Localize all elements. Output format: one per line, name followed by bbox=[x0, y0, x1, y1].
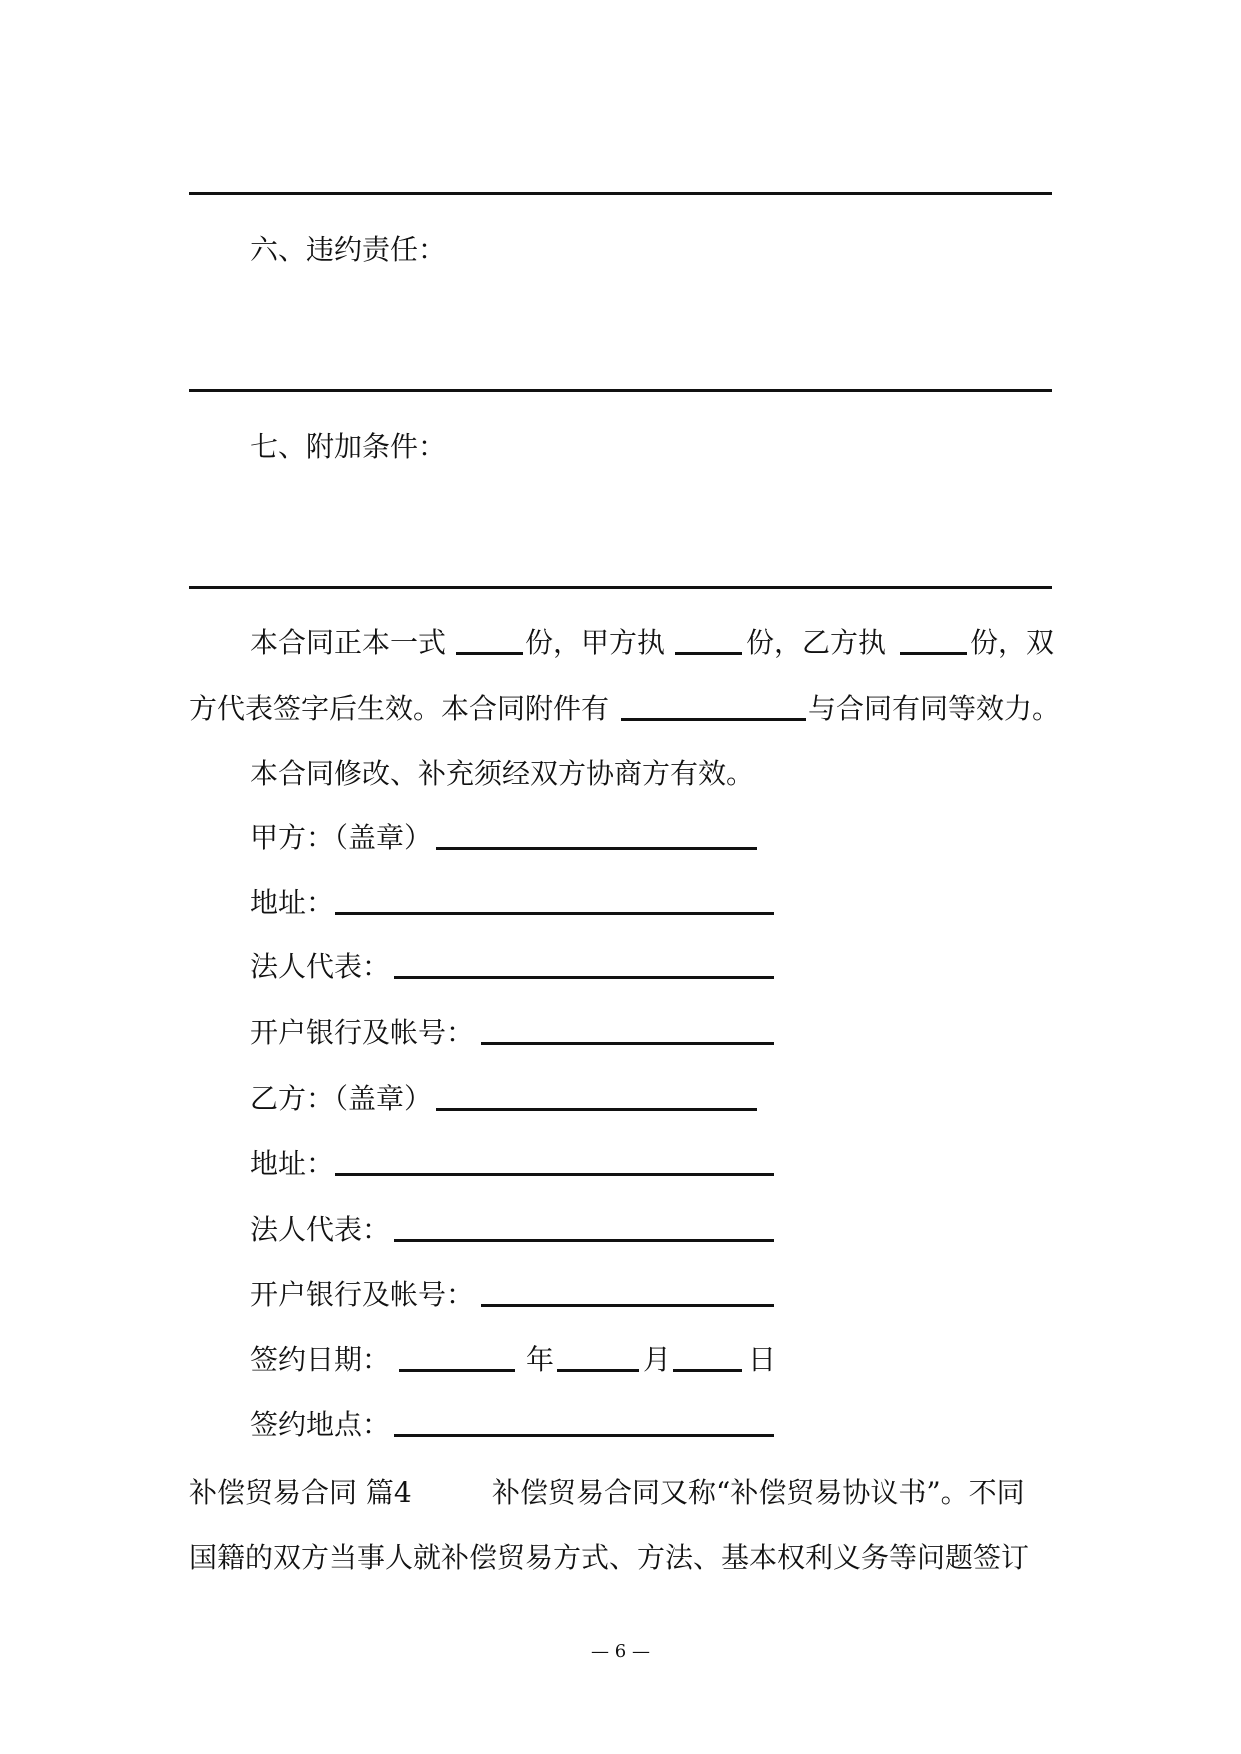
copies-text: 份，双 bbox=[970, 626, 1055, 659]
fill-in-rule-line bbox=[189, 192, 1052, 195]
next-section-first-line bbox=[0, 1473, 1241, 1513]
section-6-title: 六、违约责任： bbox=[250, 233, 447, 266]
blank-field bbox=[436, 847, 757, 850]
blank-field bbox=[621, 718, 806, 721]
blank-field bbox=[456, 652, 523, 655]
party-b-bank-line bbox=[0, 1275, 1241, 1315]
section-heading-breach-liability bbox=[0, 230, 1241, 270]
blank-field bbox=[900, 652, 967, 655]
address-label: 地址： bbox=[250, 886, 335, 919]
party-b-address-line bbox=[0, 1144, 1241, 1184]
signing-date-label: 签约日期： bbox=[250, 1343, 391, 1376]
party-a-representative-line bbox=[0, 947, 1241, 987]
day-label: 日 bbox=[748, 1343, 777, 1376]
legal-representative-label: 法人代表： bbox=[250, 1213, 391, 1246]
blank-field bbox=[675, 652, 742, 655]
effect-clause-line bbox=[0, 689, 1241, 729]
party-a-bank-line bbox=[0, 1013, 1241, 1053]
bank-account-label: 开户银行及帐号： bbox=[250, 1278, 475, 1311]
blank-field bbox=[335, 1173, 774, 1176]
year-label: 年 bbox=[526, 1343, 555, 1376]
address-label: 地址： bbox=[250, 1147, 335, 1180]
blank-field bbox=[335, 912, 774, 915]
section-heading-additional-terms bbox=[0, 427, 1241, 467]
blank-field bbox=[399, 1369, 515, 1372]
blank-field bbox=[481, 1042, 774, 1045]
signing-place-label: 签约地点： bbox=[250, 1408, 391, 1441]
blank-field bbox=[394, 1239, 774, 1242]
copies-text: 份，乙方执 bbox=[746, 626, 887, 659]
section-7-title: 七、附加条件： bbox=[250, 430, 447, 463]
next-section-second-line bbox=[0, 1538, 1241, 1578]
signing-date-line bbox=[0, 1340, 1241, 1380]
amendment-clause-line bbox=[0, 754, 1241, 794]
month-label: 月 bbox=[643, 1343, 672, 1376]
next-section-text: 国籍的双方当事人就补偿贸易方式、方法、基本权利义务等问题签订 bbox=[189, 1541, 1030, 1574]
blank-field bbox=[436, 1108, 757, 1111]
bank-account-label: 开户银行及帐号： bbox=[250, 1016, 475, 1049]
effect-text: 与合同有同等效力。 bbox=[808, 692, 1061, 725]
effect-text: 方代表签字后生效。本合同附件有 bbox=[189, 692, 610, 725]
amendment-text: 本合同修改、补充须经双方协商方有效。 bbox=[250, 757, 755, 790]
copies-clause-line bbox=[0, 623, 1241, 663]
fill-in-rule-line bbox=[189, 586, 1052, 589]
signing-place-line bbox=[0, 1405, 1241, 1445]
legal-representative-label: 法人代表： bbox=[250, 950, 391, 983]
blank-field bbox=[557, 1369, 639, 1372]
blank-field bbox=[481, 1304, 774, 1307]
party-a-address-line bbox=[0, 883, 1241, 923]
blank-field bbox=[673, 1369, 742, 1372]
next-section-text: 补偿贸易合同又称“补偿贸易协议书”。不同 bbox=[492, 1476, 1025, 1509]
copies-text: 份，甲方执 bbox=[525, 626, 666, 659]
fill-in-rule-line bbox=[189, 389, 1052, 392]
party-b-label: 乙方：（盖章） bbox=[250, 1082, 433, 1115]
party-b-seal-line bbox=[0, 1079, 1241, 1119]
blank-field bbox=[394, 976, 774, 979]
party-b-representative-line bbox=[0, 1210, 1241, 1250]
party-a-label: 甲方：（盖章） bbox=[250, 821, 433, 854]
page-number: — 6 — bbox=[591, 1641, 650, 1662]
blank-field bbox=[394, 1434, 774, 1437]
next-section-heading: 补偿贸易合同 篇4 bbox=[189, 1476, 412, 1509]
party-a-seal-line bbox=[0, 818, 1241, 858]
copies-text: 本合同正本一式 bbox=[250, 626, 447, 659]
